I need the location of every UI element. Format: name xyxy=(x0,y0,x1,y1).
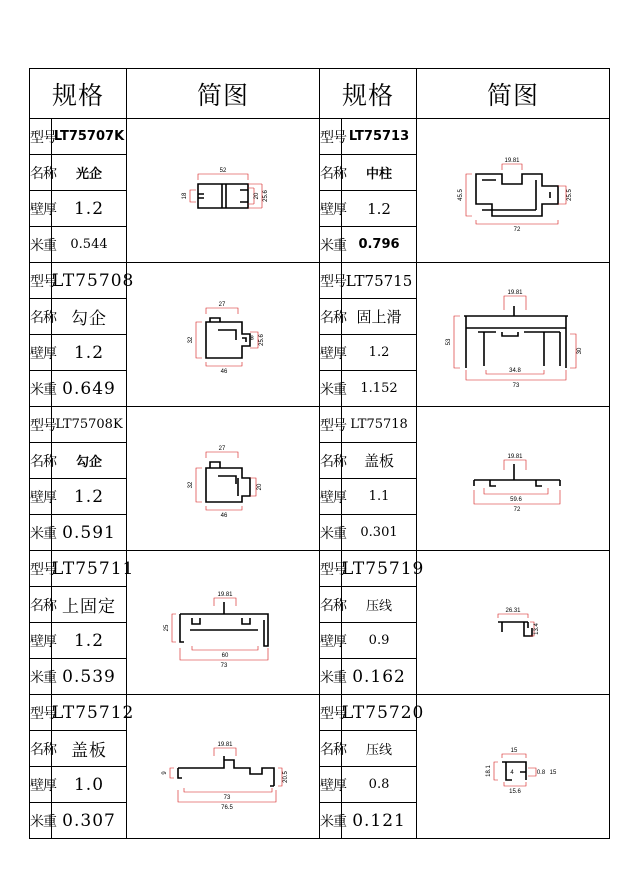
thickness-value: 1.2 xyxy=(342,335,417,371)
dimension-line xyxy=(466,174,472,216)
model-value: LT75711 xyxy=(52,551,127,587)
header-row xyxy=(30,69,610,119)
profile-outline xyxy=(476,174,558,216)
dimension-label: 8 xyxy=(250,335,254,342)
dimension-line xyxy=(172,614,176,642)
dimension-label: 46 xyxy=(220,368,228,375)
dimension-label: 59.6 xyxy=(510,496,522,503)
model-label: 型号 xyxy=(320,695,342,731)
model-label: 型号 xyxy=(30,263,52,299)
model-label: 型号 xyxy=(30,551,52,587)
name-value: 上固定 xyxy=(52,587,127,623)
dimension-label: 72 xyxy=(513,506,521,513)
model-value: LT75708K xyxy=(52,407,127,443)
thickness-value: 1.2 xyxy=(342,191,417,227)
dimension-line xyxy=(528,768,536,776)
dimension-line xyxy=(250,478,256,496)
name-value: 勾企 xyxy=(52,299,127,335)
name-value: 盖板 xyxy=(52,731,127,767)
diagram-header-left: 简图 xyxy=(127,69,320,119)
model-label: 型号 xyxy=(320,407,342,443)
profile-diagram-lt75711 xyxy=(130,558,316,688)
dimension-line xyxy=(570,334,576,368)
dimension-line xyxy=(498,614,528,618)
profile-diagram-lt75708k xyxy=(130,414,316,544)
weight-value: 0.544 xyxy=(52,227,127,263)
dimension-label: 73 xyxy=(223,794,231,801)
profile-diagram-lt75712 xyxy=(130,702,316,832)
weight-value: 0.539 xyxy=(52,659,127,695)
profile-diagram-cell xyxy=(127,119,320,263)
dimension-line xyxy=(206,362,242,366)
dimension-label: 20 xyxy=(257,483,264,490)
model-value: LT75720 xyxy=(342,695,417,731)
name-label: 名称 xyxy=(320,155,342,191)
model-label: 型号 xyxy=(30,119,52,155)
weight-value: 0.121 xyxy=(342,803,417,839)
profile-spec-sheet xyxy=(29,68,609,841)
profile-diagram-cell xyxy=(417,119,610,263)
dimension-label: 45.5 xyxy=(458,188,465,201)
dimension-label: 32 xyxy=(188,336,195,343)
profile-outline xyxy=(178,756,274,786)
thickness-label: 壁厚 xyxy=(30,623,52,659)
weight-label: 米重 xyxy=(30,227,52,263)
profile-diagram-lt75720 xyxy=(420,702,606,832)
profile-diagram-cell xyxy=(417,551,610,695)
model-label: 型号 xyxy=(30,407,52,443)
dimension-label: 32 xyxy=(188,481,195,488)
weight-label: 米重 xyxy=(30,515,52,551)
profile-diagram-lt75707k xyxy=(130,126,316,256)
dimension-label: 25.6 xyxy=(263,189,270,202)
weight-value: 0.649 xyxy=(52,371,127,407)
dimension-line xyxy=(454,316,460,368)
name-label: 名称 xyxy=(320,299,342,335)
profile-diagram-cell xyxy=(417,263,610,407)
name-value: 光企 xyxy=(52,155,127,191)
thickness-label: 壁厚 xyxy=(30,191,52,227)
name-label: 名称 xyxy=(30,587,52,623)
dimension-label: 26.31 xyxy=(505,607,521,614)
name-label: 名称 xyxy=(30,731,52,767)
name-value: 固上滑 xyxy=(342,299,417,335)
dimension-line xyxy=(558,186,566,204)
weight-label: 米重 xyxy=(320,227,342,263)
profile-diagram-lt75719 xyxy=(420,558,606,688)
profile-outline xyxy=(502,762,526,780)
weight-label: 米重 xyxy=(30,659,52,695)
thickness-label: 壁厚 xyxy=(320,335,342,371)
dimension-label: 15 xyxy=(510,747,518,754)
thickness-label: 壁厚 xyxy=(30,335,52,371)
dimension-line xyxy=(476,220,558,224)
thickness-value: 1.1 xyxy=(342,479,417,515)
dimension-label: 18.1 xyxy=(486,764,493,777)
dimension-label: 13.4 xyxy=(534,622,541,635)
dimension-label: 30 xyxy=(577,347,584,354)
dimension-label: 19.81 xyxy=(504,157,520,164)
dimension-label: 15.6 xyxy=(509,788,521,795)
model-value: LT75719 xyxy=(342,551,417,587)
table-row xyxy=(30,119,610,155)
model-value: LT75708 xyxy=(52,263,127,299)
weight-label: 米重 xyxy=(320,803,342,839)
profile-diagram-lt75713 xyxy=(420,126,606,256)
weight-label: 米重 xyxy=(320,371,342,407)
thickness-value: 1.2 xyxy=(52,335,127,371)
dimension-line xyxy=(502,164,522,170)
dimension-line xyxy=(170,768,174,778)
model-label: 型号 xyxy=(320,263,342,299)
profile-spec-table xyxy=(29,68,610,839)
dimension-label: 9 xyxy=(162,770,169,775)
name-label: 名称 xyxy=(30,443,52,479)
dimension-line xyxy=(196,322,202,358)
dimension-label: 0.8 xyxy=(536,769,546,776)
table-row xyxy=(30,407,610,443)
dimension-label: 60 xyxy=(221,652,229,659)
weight-label: 米重 xyxy=(30,803,52,839)
name-value: 盖板 xyxy=(342,443,417,479)
name-value: 中柱 xyxy=(342,155,417,191)
model-value: LT75712 xyxy=(52,695,127,731)
dimension-label: 19.81 xyxy=(217,591,233,598)
dimension-line xyxy=(494,762,498,780)
dimension-label: 73 xyxy=(220,662,228,669)
dimension-line xyxy=(206,506,242,510)
dimension-line xyxy=(214,748,236,756)
thickness-value: 0.9 xyxy=(342,623,417,659)
weight-value: 0.796 xyxy=(342,227,417,263)
name-label: 名称 xyxy=(320,443,342,479)
profile-diagram-cell xyxy=(417,695,610,839)
dimension-label: 73 xyxy=(512,382,520,389)
weight-value: 0.162 xyxy=(342,659,417,695)
dimension-line xyxy=(196,468,202,502)
thickness-label: 壁厚 xyxy=(30,479,52,515)
weight-value: 1.152 xyxy=(342,371,417,407)
dimension-line xyxy=(504,782,526,786)
name-value: 压线 xyxy=(342,731,417,767)
profile-outline xyxy=(206,318,250,358)
dimension-label: 4 xyxy=(510,769,514,776)
profile-diagram-cell xyxy=(127,695,320,839)
dimension-line xyxy=(214,598,236,606)
table-row xyxy=(30,695,610,731)
name-label: 名称 xyxy=(30,155,52,191)
dimension-label: 19.81 xyxy=(217,741,233,748)
profile-outline xyxy=(206,462,250,502)
model-label: 型号 xyxy=(320,551,342,587)
profile-outline xyxy=(498,622,532,636)
dimension-label: 27 xyxy=(218,445,226,452)
model-label: 型号 xyxy=(30,695,52,731)
profile-diagram-cell xyxy=(127,407,320,551)
thickness-label: 壁厚 xyxy=(320,479,342,515)
profile-diagram-lt75718 xyxy=(420,414,606,544)
dimension-label: 25 xyxy=(164,624,171,631)
dimension-label: 34.8 xyxy=(509,367,521,374)
table-row xyxy=(30,263,610,299)
diagram-header-right: 简图 xyxy=(417,69,610,119)
weight-label: 米重 xyxy=(320,515,342,551)
thickness-label: 壁厚 xyxy=(320,191,342,227)
weight-value: 0.591 xyxy=(52,515,127,551)
model-value: LT75715 xyxy=(342,263,417,299)
thickness-value: 0.8 xyxy=(342,767,417,803)
dimension-line xyxy=(206,308,238,314)
dimension-label: 76.5 xyxy=(221,804,233,811)
dimension-line xyxy=(192,646,258,650)
profile-outline xyxy=(198,184,248,208)
weight-value: 0.301 xyxy=(342,515,417,551)
dimension-label: 72 xyxy=(513,226,521,233)
dimension-label: 19.81 xyxy=(507,453,523,460)
model-label: 型号 xyxy=(320,119,342,155)
name-value: 压线 xyxy=(342,587,417,623)
profile-diagram-lt75715 xyxy=(420,270,606,400)
weight-value: 0.307 xyxy=(52,803,127,839)
dimension-line xyxy=(278,768,282,786)
weight-label: 米重 xyxy=(30,371,52,407)
profile-diagram-cell xyxy=(417,407,610,551)
dimension-line xyxy=(484,488,548,494)
dimension-label: 46 xyxy=(220,512,228,519)
profile-outline xyxy=(180,602,268,646)
table-row xyxy=(30,551,610,587)
dimension-label: 25.6 xyxy=(259,333,266,346)
spec-header-left: 规格 xyxy=(30,69,127,119)
thickness-value: 1.2 xyxy=(52,623,127,659)
profile-diagram-lt75708 xyxy=(130,270,316,400)
profile-diagram-cell xyxy=(127,551,320,695)
dimension-label: 53 xyxy=(446,338,453,345)
name-label: 名称 xyxy=(30,299,52,335)
name-value: 勾企 xyxy=(52,443,127,479)
thickness-value: 1.2 xyxy=(52,479,127,515)
model-value: LT75713 xyxy=(342,119,417,155)
dimension-line xyxy=(206,452,238,458)
profile-diagram-cell xyxy=(127,263,320,407)
dimension-label: 15 xyxy=(549,769,557,776)
name-label: 名称 xyxy=(320,731,342,767)
thickness-value: 1.0 xyxy=(52,767,127,803)
thickness-value: 1.2 xyxy=(52,191,127,227)
dimension-label: 27 xyxy=(218,301,226,308)
model-value: LT75707K xyxy=(52,119,127,155)
dimension-label: 19.81 xyxy=(507,289,523,296)
dimension-label: 20.5 xyxy=(283,770,290,783)
name-label: 名称 xyxy=(320,587,342,623)
dimension-line xyxy=(504,460,526,470)
dimension-label: 25.5 xyxy=(567,188,574,201)
thickness-label: 壁厚 xyxy=(30,767,52,803)
dimension-line xyxy=(502,754,526,758)
dimension-line xyxy=(504,296,526,310)
weight-label: 米重 xyxy=(320,659,342,695)
dimension-line xyxy=(198,174,248,180)
dimension-label: 18 xyxy=(182,192,189,199)
dimension-label: 52 xyxy=(219,167,227,174)
thickness-label: 壁厚 xyxy=(320,623,342,659)
model-value: LT75718 xyxy=(342,407,417,443)
thickness-label: 壁厚 xyxy=(320,767,342,803)
profile-outline xyxy=(474,464,560,486)
dimension-label: 20 xyxy=(254,192,261,199)
profile-outline xyxy=(464,306,568,368)
dimension-line xyxy=(190,190,196,202)
spec-header-right: 规格 xyxy=(320,69,417,119)
